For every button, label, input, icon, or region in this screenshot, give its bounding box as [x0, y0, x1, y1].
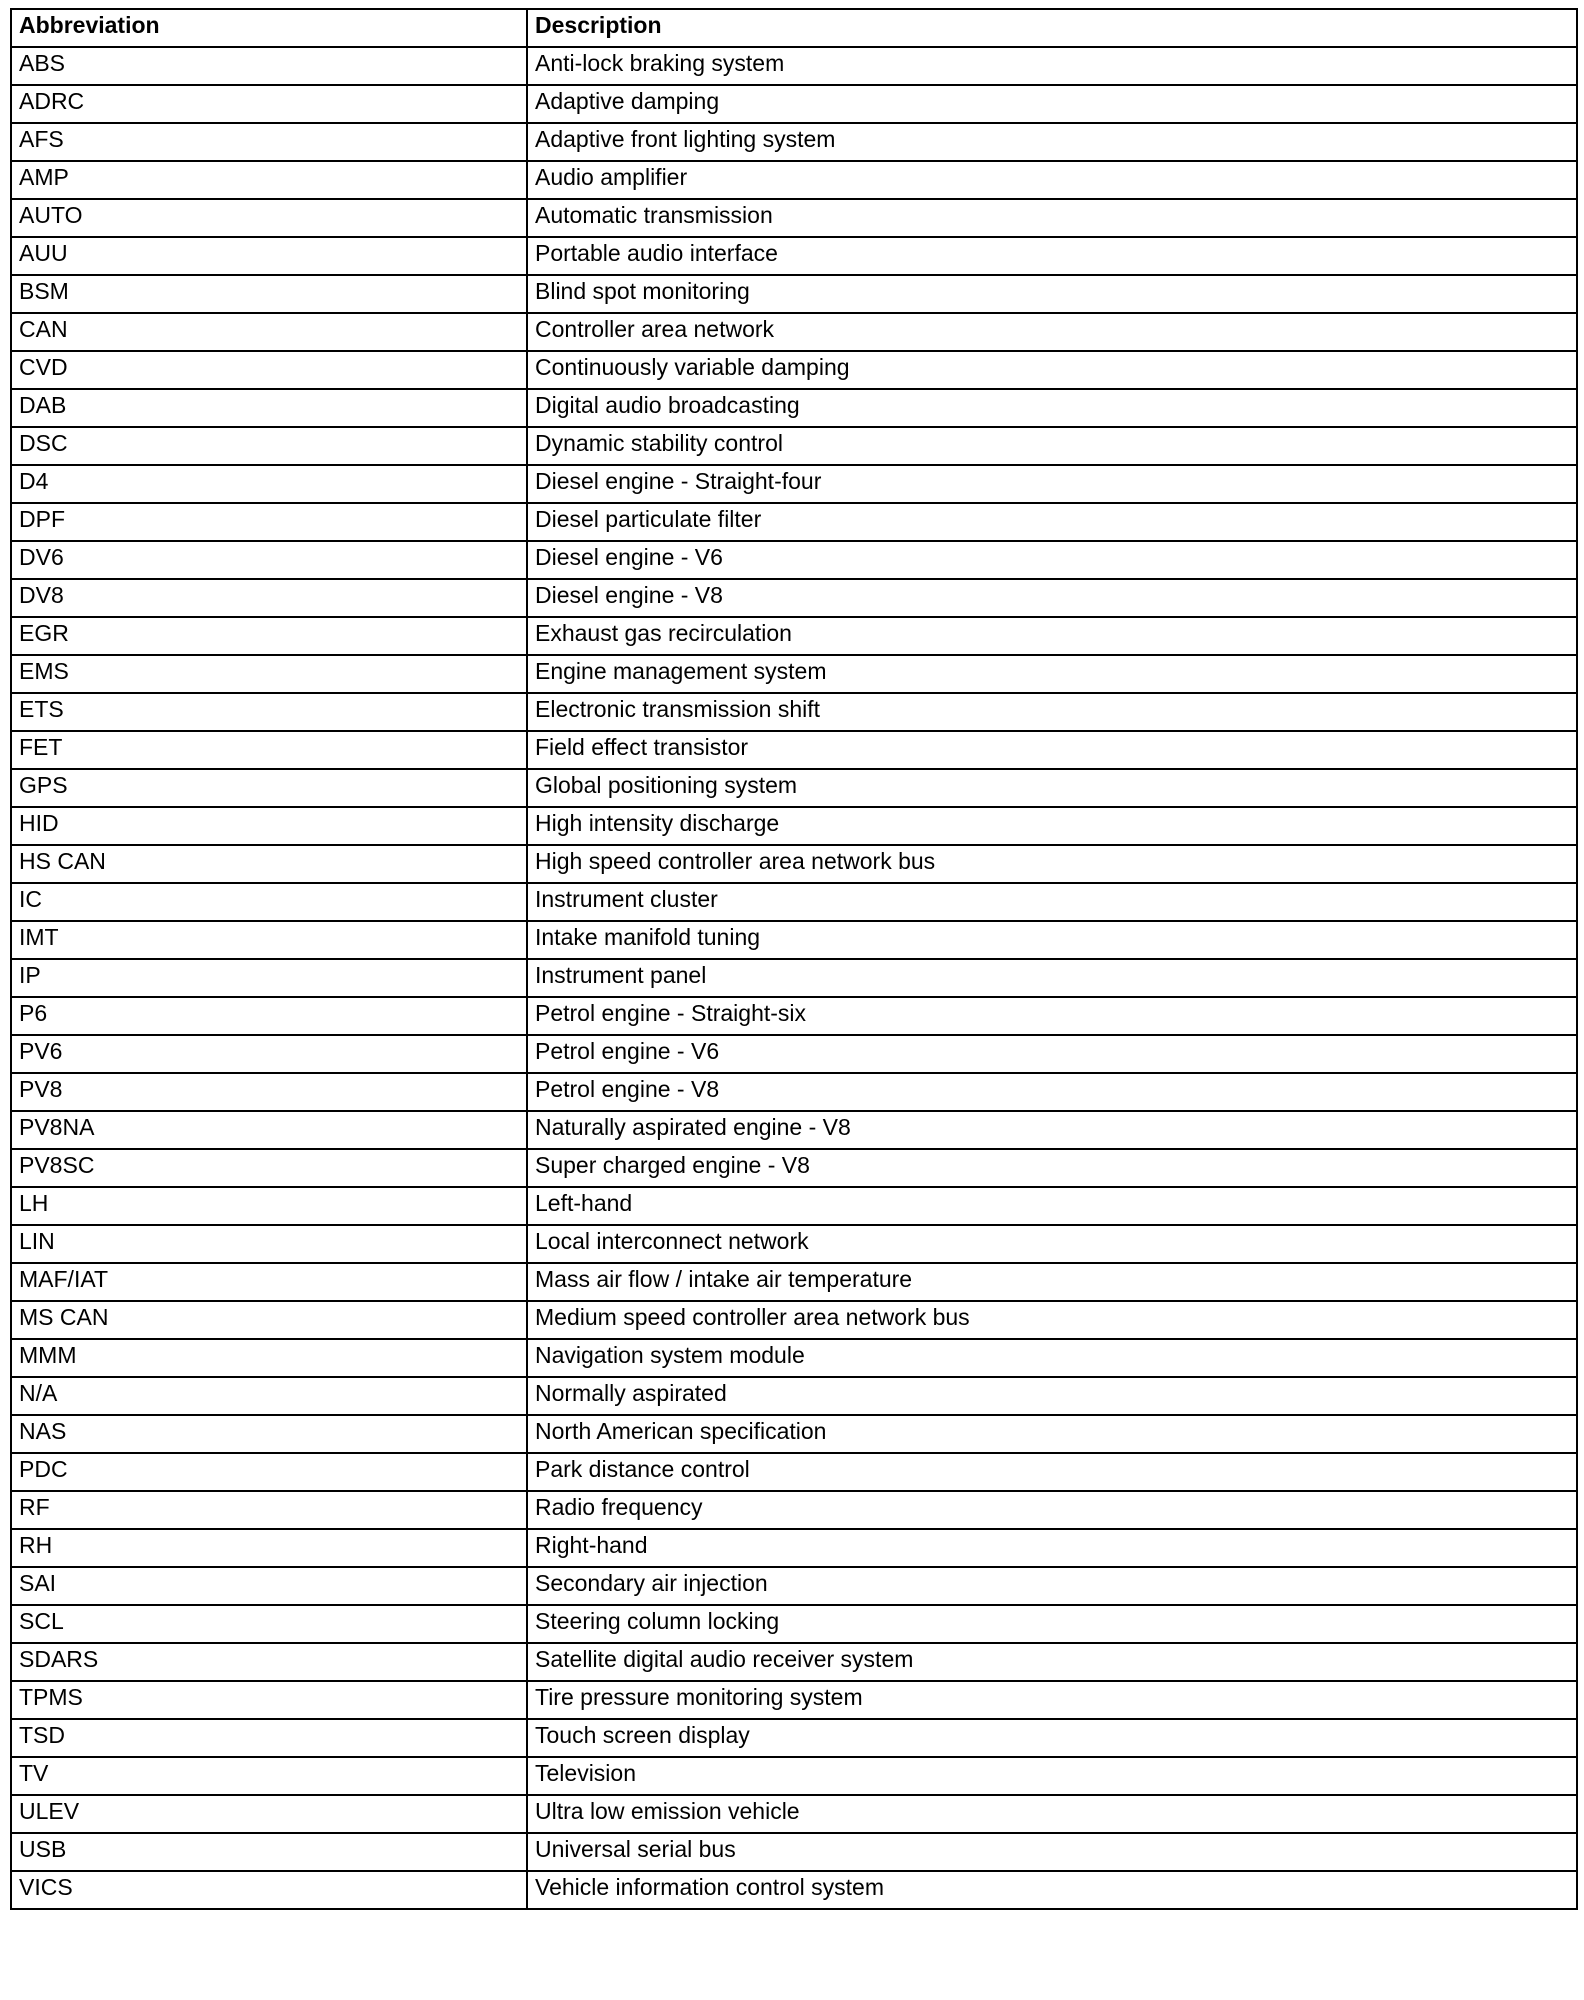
description-cell: Adaptive damping — [527, 85, 1577, 123]
table-row — [11, 579, 1577, 617]
description-cell: Controller area network — [527, 313, 1577, 351]
abbreviation-cell: DV6 — [11, 541, 527, 579]
abbreviation-cell: CVD — [11, 351, 527, 389]
abbreviation-cell: ULEV — [11, 1795, 527, 1833]
abbreviation-cell: D4 — [11, 465, 527, 503]
description-cell: Park distance control — [527, 1453, 1577, 1491]
description-cell: North American specification — [527, 1415, 1577, 1453]
table-header-row — [11, 9, 1577, 47]
table-row — [11, 275, 1577, 313]
abbreviation-cell: PV8SC — [11, 1149, 527, 1187]
description-cell: Secondary air injection — [527, 1567, 1577, 1605]
table-row — [11, 1529, 1577, 1567]
description-cell: Mass air flow / intake air temperature — [527, 1263, 1577, 1301]
table-row — [11, 503, 1577, 541]
description-cell: Vehicle information control system — [527, 1871, 1577, 1909]
description-cell: Right-hand — [527, 1529, 1577, 1567]
abbreviation-cell: DV8 — [11, 579, 527, 617]
abbreviation-cell: PV6 — [11, 1035, 527, 1073]
table-row — [11, 1301, 1577, 1339]
abbreviation-cell: TV — [11, 1757, 527, 1795]
table-row — [11, 1491, 1577, 1529]
abbreviation-cell: AMP — [11, 161, 527, 199]
description-cell: Exhaust gas recirculation — [527, 617, 1577, 655]
description-cell: High intensity discharge — [527, 807, 1577, 845]
description-cell: Normally aspirated — [527, 1377, 1577, 1415]
table-row — [11, 1263, 1577, 1301]
table-row — [11, 769, 1577, 807]
abbreviation-cell: ETS — [11, 693, 527, 731]
abbreviation-cell: AUU — [11, 237, 527, 275]
table-row — [11, 541, 1577, 579]
abbreviation-cell: AFS — [11, 123, 527, 161]
abbreviation-cell: P6 — [11, 997, 527, 1035]
abbreviation-cell: HID — [11, 807, 527, 845]
description-cell: Left-hand — [527, 1187, 1577, 1225]
description-cell: Digital audio broadcasting — [527, 389, 1577, 427]
abbreviation-cell: DSC — [11, 427, 527, 465]
abbreviation-cell: TSD — [11, 1719, 527, 1757]
description-cell: Portable audio interface — [527, 237, 1577, 275]
table-row — [11, 1149, 1577, 1187]
column-header-description: Description — [527, 9, 1577, 47]
description-cell: Audio amplifier — [527, 161, 1577, 199]
description-cell: Naturally aspirated engine - V8 — [527, 1111, 1577, 1149]
abbreviation-cell: SAI — [11, 1567, 527, 1605]
table-row — [11, 617, 1577, 655]
description-cell: Electronic transmission shift — [527, 693, 1577, 731]
table-row — [11, 85, 1577, 123]
table-row — [11, 1187, 1577, 1225]
table-row — [11, 237, 1577, 275]
abbreviation-cell: IP — [11, 959, 527, 997]
description-cell: Touch screen display — [527, 1719, 1577, 1757]
description-cell: Steering column locking — [527, 1605, 1577, 1643]
description-cell: Global positioning system — [527, 769, 1577, 807]
abbreviation-cell: IC — [11, 883, 527, 921]
table-row — [11, 883, 1577, 921]
table-row — [11, 1795, 1577, 1833]
description-cell: Radio frequency — [527, 1491, 1577, 1529]
abbreviation-cell: EGR — [11, 617, 527, 655]
table-row — [11, 807, 1577, 845]
abbreviation-cell: IMT — [11, 921, 527, 959]
table-row — [11, 123, 1577, 161]
description-cell: Engine management system — [527, 655, 1577, 693]
abbreviation-cell: GPS — [11, 769, 527, 807]
abbreviation-table — [10, 8, 1578, 1910]
table-row — [11, 1605, 1577, 1643]
abbreviation-cell: RH — [11, 1529, 527, 1567]
description-cell: Diesel engine - V6 — [527, 541, 1577, 579]
abbreviation-cell: N/A — [11, 1377, 527, 1415]
description-cell: Universal serial bus — [527, 1833, 1577, 1871]
description-cell: Intake manifold tuning — [527, 921, 1577, 959]
description-cell: Instrument panel — [527, 959, 1577, 997]
table-row — [11, 1681, 1577, 1719]
abbreviation-cell: PV8NA — [11, 1111, 527, 1149]
abbreviation-cell: EMS — [11, 655, 527, 693]
table-row — [11, 1339, 1577, 1377]
description-cell: Field effect transistor — [527, 731, 1577, 769]
table-row — [11, 1111, 1577, 1149]
description-cell: Local interconnect network — [527, 1225, 1577, 1263]
description-cell: Petrol engine - Straight-six — [527, 997, 1577, 1035]
table-row — [11, 313, 1577, 351]
table-row — [11, 959, 1577, 997]
description-cell: Petrol engine - V8 — [527, 1073, 1577, 1111]
table-row — [11, 1643, 1577, 1681]
table-row — [11, 845, 1577, 883]
abbreviation-cell: MAF/IAT — [11, 1263, 527, 1301]
description-cell: Diesel engine - V8 — [527, 579, 1577, 617]
table-row — [11, 1757, 1577, 1795]
abbreviation-cell: DPF — [11, 503, 527, 541]
description-cell: Medium speed controller area network bus — [527, 1301, 1577, 1339]
abbreviation-cell: PDC — [11, 1453, 527, 1491]
table-row — [11, 1833, 1577, 1871]
description-cell: Blind spot monitoring — [527, 275, 1577, 313]
table-row — [11, 1719, 1577, 1757]
abbreviation-cell: BSM — [11, 275, 527, 313]
abbreviation-cell: FET — [11, 731, 527, 769]
description-cell: Tire pressure monitoring system — [527, 1681, 1577, 1719]
abbreviation-cell: PV8 — [11, 1073, 527, 1111]
table-row — [11, 351, 1577, 389]
abbreviation-cell: LIN — [11, 1225, 527, 1263]
table-row — [11, 655, 1577, 693]
description-cell: Ultra low emission vehicle — [527, 1795, 1577, 1833]
description-cell: Instrument cluster — [527, 883, 1577, 921]
abbreviation-cell: LH — [11, 1187, 527, 1225]
description-cell: Navigation system module — [527, 1339, 1577, 1377]
abbreviation-cell: USB — [11, 1833, 527, 1871]
table-row — [11, 731, 1577, 769]
abbreviation-cell: ADRC — [11, 85, 527, 123]
abbreviation-cell: SCL — [11, 1605, 527, 1643]
description-cell: Automatic transmission — [527, 199, 1577, 237]
abbreviation-cell: SDARS — [11, 1643, 527, 1681]
table-row — [11, 199, 1577, 237]
description-cell: High speed controller area network bus — [527, 845, 1577, 883]
table-row — [11, 47, 1577, 85]
table-row — [11, 1377, 1577, 1415]
table-row — [11, 1035, 1577, 1073]
abbreviation-cell: VICS — [11, 1871, 527, 1909]
abbreviation-cell: TPMS — [11, 1681, 527, 1719]
description-cell: Adaptive front lighting system — [527, 123, 1577, 161]
table-row — [11, 921, 1577, 959]
description-cell: Television — [527, 1757, 1577, 1795]
column-header-abbreviation: Abbreviation — [11, 9, 527, 47]
table-row — [11, 1073, 1577, 1111]
table-row — [11, 465, 1577, 503]
table-row — [11, 389, 1577, 427]
table-body — [11, 47, 1577, 1909]
description-cell: Diesel engine - Straight-four — [527, 465, 1577, 503]
table-row — [11, 1225, 1577, 1263]
abbreviation-cell: ABS — [11, 47, 527, 85]
abbreviation-cell: CAN — [11, 313, 527, 351]
table-row — [11, 693, 1577, 731]
abbreviation-cell: MMM — [11, 1339, 527, 1377]
description-cell: Satellite digital audio receiver system — [527, 1643, 1577, 1681]
abbreviation-cell: DAB — [11, 389, 527, 427]
abbreviation-cell: RF — [11, 1491, 527, 1529]
description-cell: Continuously variable damping — [527, 351, 1577, 389]
description-cell: Petrol engine - V6 — [527, 1035, 1577, 1073]
table-row — [11, 997, 1577, 1035]
table-row — [11, 1871, 1577, 1909]
description-cell: Diesel particulate filter — [527, 503, 1577, 541]
table-row — [11, 1415, 1577, 1453]
table-row — [11, 427, 1577, 465]
abbreviation-cell: MS CAN — [11, 1301, 527, 1339]
description-cell: Super charged engine - V8 — [527, 1149, 1577, 1187]
table-row — [11, 161, 1577, 199]
abbreviation-cell: AUTO — [11, 199, 527, 237]
description-cell: Anti-lock braking system — [527, 47, 1577, 85]
abbreviation-cell: NAS — [11, 1415, 527, 1453]
table-row — [11, 1567, 1577, 1605]
description-cell: Dynamic stability control — [527, 427, 1577, 465]
abbreviation-cell: HS CAN — [11, 845, 527, 883]
table-row — [11, 1453, 1577, 1491]
